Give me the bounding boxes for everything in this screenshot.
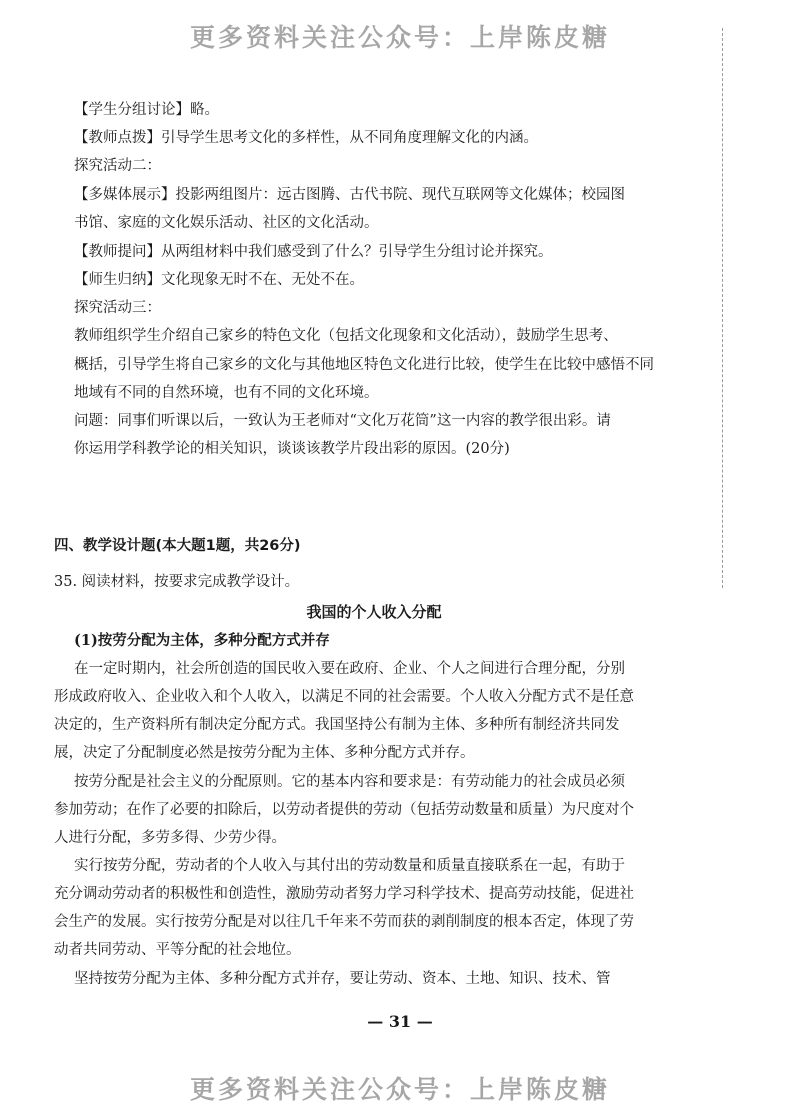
paragraph-line: 在一定时期内，社会所创造的国民收入要在政府、企业、个人之间进行合理分配，分别 [74,661,625,677]
paragraph-line: 实行按劳分配，劳动者的个人收入与其付出的劳动数量和质量直接联系在一起，有助于 [74,858,625,874]
binding-edge-line [722,28,724,588]
text-line: 书馆、家庭的文化娱乐活动、社区的文化活动。 [74,215,379,231]
text-line: 概括，引导学生将自己家乡的文化与其他地区特色文化进行比较，使学生在比较中感悟不同 [74,357,654,373]
paragraph-line: 按劳分配是社会主义的分配原则。它的基本内容和要求是：有劳动能力的社会成员必须 [74,774,625,790]
paragraph-line: 会生产的发展。实行按劳分配是对以往几千年来不劳而获的剥削制度的根本否定，体现了劳 [54,914,634,930]
watermark-bottom: 更多资料关注公众号：上岸陈皮糖 [189,1075,610,1104]
text-line: 【教师提问】从两组材料中我们感受到了什么？引导学生分组讨论并探究。 [74,244,553,260]
page-number: — 31 — [367,1012,433,1031]
paragraph-line: 决定的，生产资料所有制决定分配方式。我国坚持公有制为主体、多种所有制经济共同发 [54,717,620,733]
text-line: 探究活动三： [74,300,161,316]
text-line: 地域有不同的自然环境，也有不同的文化环境。 [74,385,379,401]
text-line: 探究活动二： [74,158,161,174]
paragraph-line: 动者共同劳动、平等分配的社会地位。 [54,942,301,958]
subheading-1: (1)按劳分配为主体，多种分配方式并存 [74,632,330,649]
paragraph-line: 充分调动劳动者的积极性和创造性，激励劳动者努力学习科学技术、提高劳动技能，促进社 [54,886,634,902]
text-line: 【师生归纳】文化现象无时不在、无处不在。 [74,272,364,288]
watermark-top: 更多资料关注公众号：上岸陈皮糖 [189,23,610,52]
paragraph-line: 形成政府收入、企业收入和个人收入，以满足不同的社会需要。个人收入分配方式不是任意 [54,689,634,705]
text-line: 【多媒体展示】投影两组图片：远古图腾、古代书院、现代互联网等文化媒体；校园图 [74,187,625,203]
text-line: 【教师点拨】引导学生思考文化的多样性，从不同角度理解文化的内涵。 [74,130,538,146]
text-line: 教师组织学生介绍自己家乡的特色文化（包括文化现象和文化活动），鼓励学生思考、 [74,328,618,344]
paragraph-line: 展，决定了分配制度必然是按劳分配为主体、多种分配方式并存。 [54,745,475,761]
section-heading: 四、教学设计题(本大题1题，共26分) [54,538,301,554]
text-line: 你运用学科教学论的相关知识，谈谈该教学片段出彩的原因。(20分) [74,441,510,457]
paragraph-line: 参加劳动；在作了必要的扣除后，以劳动者提供的劳动（包括劳动数量和质量）为尺度对个 [54,802,634,818]
paragraph-line: 人进行分配，多劳多得、少劳少得。 [54,830,286,846]
text-line: 【学生分组讨论】略。 [74,102,219,118]
material-title: 我国的个人收入分配 [306,603,442,621]
paragraph-line: 坚持按劳分配为主体、多种分配方式并存，要让劳动、资本、土地、知识、技术、管 [74,971,611,987]
text-line: 问题：同事们听课以后，一致认为王老师对“文化万花筒”这一内容的教学很出彩。请 [74,413,611,429]
question-35: 35. 阅读材料，按要求完成教学设计。 [54,574,300,590]
